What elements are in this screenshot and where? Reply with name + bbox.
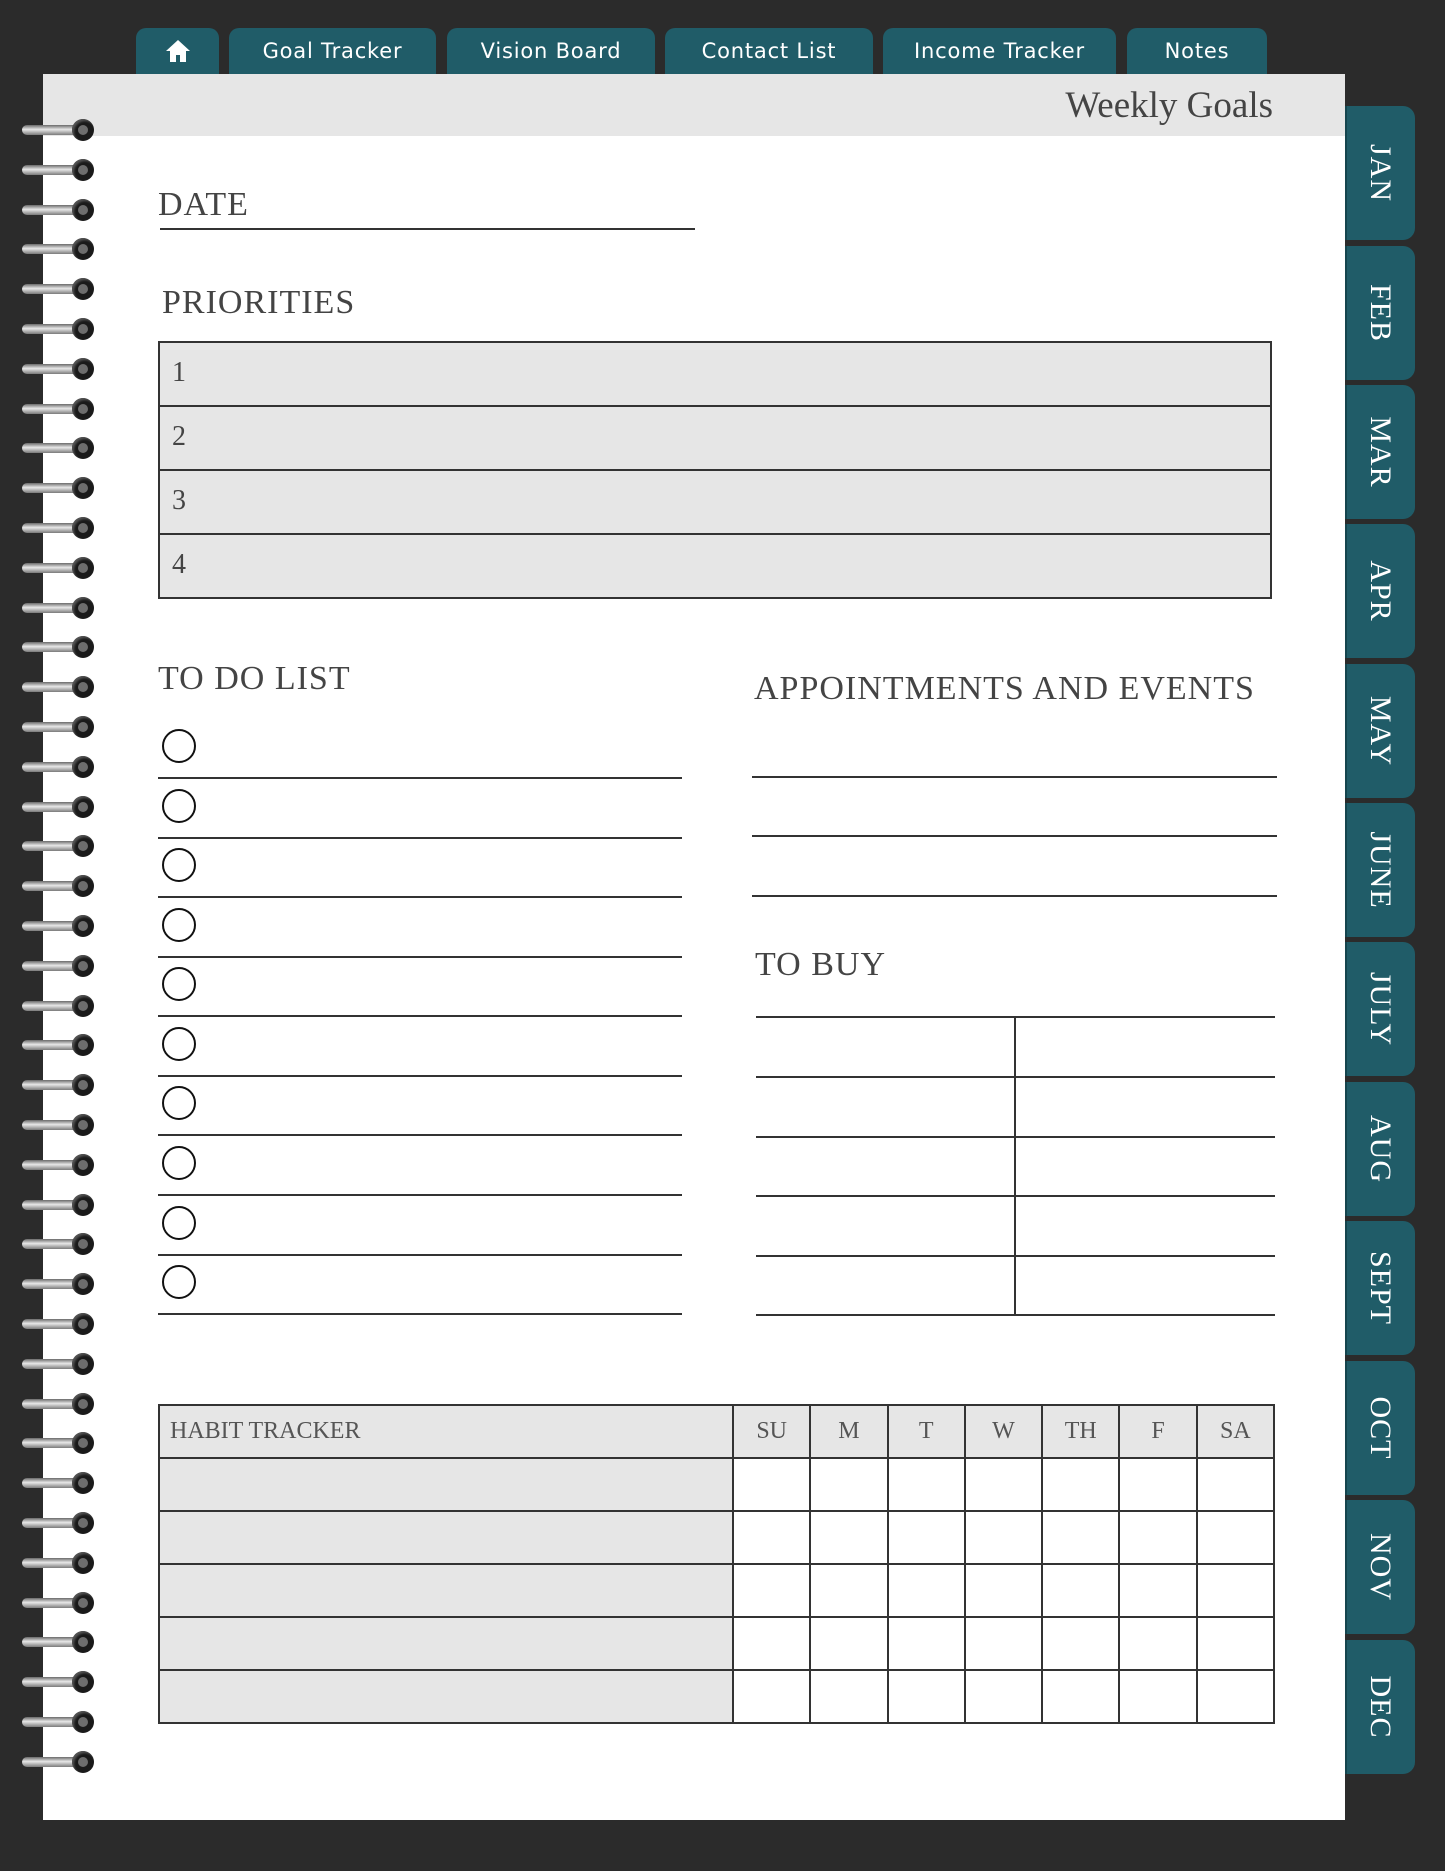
spiral-ring [22, 1711, 96, 1733]
day-header-sa: SA [1197, 1405, 1274, 1458]
spiral-ring [22, 1074, 96, 1096]
month-label: OCT [1364, 1396, 1397, 1460]
habit-header-row [159, 1405, 1274, 1458]
day-header-m: M [810, 1405, 887, 1458]
todo-item[interactable] [158, 838, 682, 898]
habit-day-cell[interactable] [733, 1564, 810, 1617]
todo-checkbox[interactable] [162, 967, 196, 1001]
day-header-w: W [965, 1405, 1042, 1458]
habit-day-cell[interactable] [1197, 1617, 1274, 1670]
month-tab-oct[interactable] [1345, 1361, 1415, 1495]
spiral-ring [22, 995, 96, 1017]
priority-row-4[interactable] [160, 535, 1270, 597]
todo-item[interactable] [158, 1255, 682, 1315]
month-tab-dec[interactable] [1345, 1640, 1415, 1774]
habit-day-cell[interactable] [1119, 1617, 1196, 1670]
spiral-ring [22, 1114, 96, 1136]
to-buy-divider [1014, 1016, 1016, 1316]
habit-day-cell[interactable] [1197, 1564, 1274, 1617]
spiral-ring [22, 1313, 96, 1335]
todo-item[interactable] [158, 719, 682, 779]
priorities-list [158, 341, 1272, 599]
todo-checkbox[interactable] [162, 848, 196, 882]
todo-checkbox[interactable] [162, 1146, 196, 1180]
spiral-ring [22, 557, 96, 579]
spiral-ring [22, 159, 96, 181]
spiral-ring [22, 1751, 96, 1773]
habit-row [159, 1564, 1274, 1617]
tab-goal-tracker[interactable]: Goal Tracker [229, 28, 436, 74]
todo-item[interactable] [158, 957, 682, 1017]
habit-day-cell[interactable] [1042, 1670, 1119, 1723]
priority-number: 3 [172, 485, 186, 516]
habit-day-cell[interactable] [810, 1511, 887, 1564]
habit-day-cell[interactable] [888, 1564, 965, 1617]
habit-day-cell[interactable] [1042, 1564, 1119, 1617]
month-label: JUNE [1364, 831, 1397, 909]
spiral-ring [22, 1671, 96, 1693]
month-label: JULY [1364, 971, 1397, 1047]
spiral-ring [22, 238, 96, 260]
month-tab-jan[interactable] [1345, 106, 1415, 240]
habit-day-cell[interactable] [888, 1511, 965, 1564]
priorities-label: PRIORITIES [162, 284, 356, 321]
todo-checkbox[interactable] [162, 1027, 196, 1061]
tab-notes[interactable]: Notes [1127, 28, 1267, 74]
day-header-t: T [888, 1405, 965, 1458]
spiral-ring [22, 437, 96, 459]
habit-day-cell[interactable] [1197, 1458, 1274, 1511]
month-label: FEB [1364, 283, 1397, 343]
todo-checkbox[interactable] [162, 789, 196, 823]
day-header-th: TH [1042, 1405, 1119, 1458]
appointments-label: APPOINTMENTS AND EVENTS [754, 670, 1255, 707]
month-tab-july[interactable] [1345, 942, 1415, 1076]
spiral-ring [22, 1472, 96, 1494]
habit-day-cell[interactable] [965, 1670, 1042, 1723]
habit-name-cell[interactable] [159, 1458, 733, 1511]
spiral-ring [22, 915, 96, 937]
spiral-ring [22, 119, 96, 141]
page-title: Weekly Goals [1065, 85, 1273, 126]
spiral-ring [22, 278, 96, 300]
priority-number: 1 [172, 357, 186, 388]
tab-contact-list[interactable]: Contact List [665, 28, 873, 74]
priority-row-3[interactable] [160, 471, 1270, 535]
habit-day-cell[interactable] [1042, 1511, 1119, 1564]
month-label: MAY [1364, 695, 1397, 767]
habit-day-cell[interactable] [1119, 1564, 1196, 1617]
habit-row [159, 1458, 1274, 1511]
habit-name-cell[interactable] [159, 1511, 733, 1564]
spiral-ring [22, 1552, 96, 1574]
priority-row-2[interactable] [160, 407, 1270, 471]
habit-day-cell[interactable] [1197, 1511, 1274, 1564]
habit-day-cell[interactable] [810, 1564, 887, 1617]
habit-day-cell[interactable] [888, 1617, 965, 1670]
todo-item[interactable] [158, 1076, 682, 1136]
habit-row [159, 1511, 1274, 1564]
habit-day-cell[interactable] [1119, 1511, 1196, 1564]
home-tab[interactable] [136, 28, 219, 74]
todo-checkbox[interactable] [162, 908, 196, 942]
spiral-ring [22, 636, 96, 658]
spiral-ring [22, 597, 96, 619]
todo-item[interactable] [158, 1196, 682, 1256]
month-label: DEC [1364, 1675, 1397, 1739]
spiral-ring [22, 398, 96, 420]
todo-checkbox[interactable] [162, 1206, 196, 1240]
month-tab-aug[interactable] [1345, 1082, 1415, 1216]
spiral-ring [22, 716, 96, 738]
habit-day-cell[interactable] [965, 1617, 1042, 1670]
month-tab-apr[interactable] [1345, 524, 1415, 658]
appointment-line[interactable] [752, 776, 1277, 778]
spiral-ring [22, 796, 96, 818]
priority-row-1[interactable] [160, 343, 1270, 407]
spiral-ring [22, 318, 96, 340]
habit-day-cell[interactable] [1119, 1670, 1196, 1723]
spiral-ring [22, 477, 96, 499]
tab-vision-board[interactable]: Vision Board [447, 28, 655, 74]
spiral-ring [22, 1233, 96, 1255]
spiral-ring [22, 835, 96, 857]
habit-day-cell[interactable] [733, 1458, 810, 1511]
todo-checkbox[interactable] [162, 729, 196, 763]
spiral-ring [22, 1592, 96, 1614]
priority-number: 4 [172, 549, 186, 580]
month-label: SEPT [1364, 1250, 1397, 1326]
spiral-ring [22, 756, 96, 778]
habit-tracker-title: HABIT TRACKER [159, 1405, 733, 1458]
date-input-line[interactable] [160, 228, 695, 230]
header-band [43, 74, 1345, 136]
month-label: AUG [1364, 1115, 1397, 1183]
home-icon [164, 38, 192, 64]
habit-name-cell[interactable] [159, 1564, 733, 1617]
spiral-ring [22, 1194, 96, 1216]
todo-item[interactable] [158, 898, 682, 958]
habit-day-cell[interactable] [733, 1670, 810, 1723]
todo-label: TO DO LIST [158, 660, 351, 697]
habit-day-cell[interactable] [810, 1617, 887, 1670]
spiral-ring [22, 1034, 96, 1056]
habit-day-cell[interactable] [733, 1617, 810, 1670]
day-header-f: F [1119, 1405, 1196, 1458]
spiral-ring [22, 955, 96, 977]
todo-checkbox[interactable] [162, 1086, 196, 1120]
date-label: DATE [158, 186, 249, 223]
habit-name-cell[interactable] [159, 1670, 733, 1723]
spiral-ring [22, 1432, 96, 1454]
habit-day-cell[interactable] [888, 1458, 965, 1511]
todo-item[interactable] [158, 1136, 682, 1196]
habit-day-cell[interactable] [888, 1670, 965, 1723]
habit-name-cell[interactable] [159, 1617, 733, 1670]
todo-item[interactable] [158, 779, 682, 839]
spiral-ring [22, 1393, 96, 1415]
month-tab-sept[interactable] [1345, 1221, 1415, 1355]
month-label: NOV [1364, 1533, 1397, 1601]
tab-income-tracker[interactable]: Income Tracker [883, 28, 1116, 74]
habit-row [159, 1670, 1274, 1723]
spiral-ring [22, 875, 96, 897]
habit-day-cell[interactable] [1197, 1670, 1274, 1723]
month-label: APR [1364, 560, 1397, 622]
month-label: MAR [1364, 416, 1397, 488]
habit-day-cell[interactable] [1119, 1458, 1196, 1511]
month-tab-nov[interactable] [1345, 1500, 1415, 1634]
habit-day-cell[interactable] [1042, 1617, 1119, 1670]
habit-tracker-table [158, 1404, 1275, 1724]
month-label: JAN [1364, 143, 1397, 203]
spiral-ring [22, 1631, 96, 1653]
to-buy-label: TO BUY [755, 946, 886, 983]
day-header-su: SU [733, 1405, 810, 1458]
habit-day-cell[interactable] [810, 1458, 887, 1511]
spiral-ring [22, 199, 96, 221]
todo-checkbox[interactable] [162, 1265, 196, 1299]
month-tab-june[interactable] [1345, 803, 1415, 937]
habit-day-cell[interactable] [965, 1564, 1042, 1617]
spiral-ring [22, 517, 96, 539]
month-tab-feb[interactable] [1345, 246, 1415, 380]
habit-day-cell[interactable] [965, 1458, 1042, 1511]
spiral-ring [22, 676, 96, 698]
habit-day-cell[interactable] [733, 1511, 810, 1564]
spiral-ring [22, 1154, 96, 1176]
month-tab-mar[interactable] [1345, 385, 1415, 519]
habit-day-cell[interactable] [965, 1511, 1042, 1564]
spiral-ring [22, 358, 96, 380]
habit-day-cell[interactable] [810, 1670, 887, 1723]
spiral-ring [22, 1273, 96, 1295]
appointment-line[interactable] [752, 835, 1277, 837]
habit-day-cell[interactable] [1042, 1458, 1119, 1511]
month-tab-may[interactable] [1345, 664, 1415, 798]
spiral-ring [22, 1512, 96, 1534]
habit-row [159, 1617, 1274, 1670]
spiral-ring [22, 1353, 96, 1375]
priority-number: 2 [172, 421, 186, 452]
appointment-line[interactable] [752, 895, 1277, 897]
todo-item[interactable] [158, 1017, 682, 1077]
